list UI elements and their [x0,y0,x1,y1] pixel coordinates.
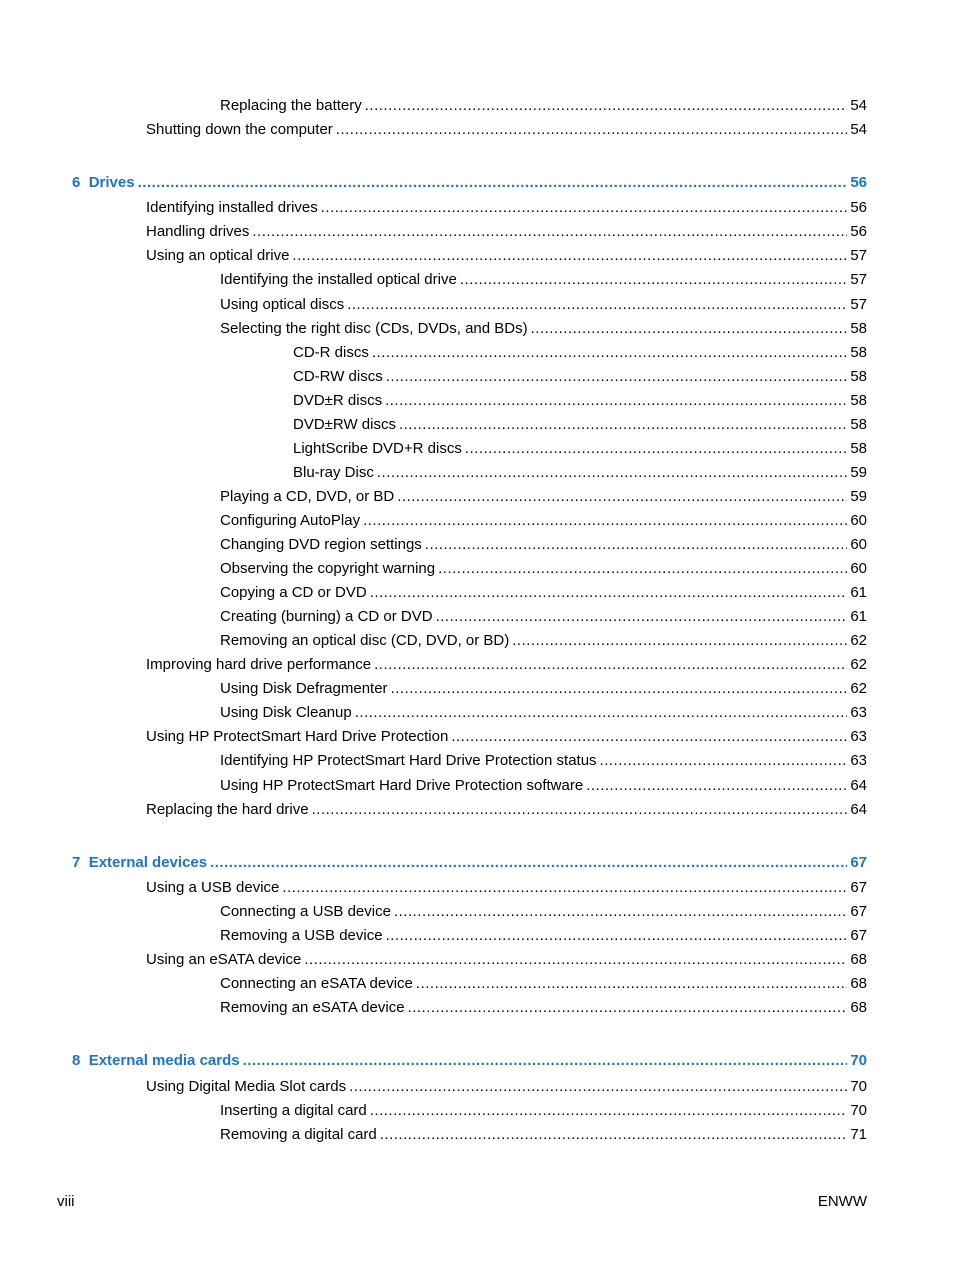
toc-entry[interactable] [146,247,867,265]
toc-entry[interactable] [220,999,867,1017]
toc-entry-title: Creating (burning) a CD or DVD [220,608,433,625]
dot-leader [336,121,848,139]
toc-entry[interactable] [293,464,867,482]
dot-leader [438,560,847,578]
toc-entry-page: 67 [850,903,867,920]
footer-page-number: viii [57,1193,75,1210]
toc-entry-page: 62 [850,656,867,673]
toc-entry-page: 68 [850,951,867,968]
toc-entry-page: 58 [850,344,867,361]
toc-entry-title: Identifying the installed optical drive [220,271,457,288]
toc-entry-page: 61 [850,608,867,625]
chapter-number: 6 [72,174,81,191]
toc-entry[interactable] [220,1102,867,1120]
dot-leader [363,512,847,530]
toc-entry[interactable] [220,632,867,650]
toc-entry[interactable] [220,296,867,314]
toc-entry-title: CD-R discs [293,344,369,361]
dot-leader [347,296,847,314]
toc-entry-page: 60 [850,560,867,577]
toc-entry[interactable] [220,97,867,115]
chapter-title: External media cards [88,1052,240,1069]
toc-entry[interactable] [146,223,867,241]
toc-entry[interactable] [146,801,867,819]
toc-entry-page: 64 [850,777,867,794]
toc-entry[interactable] [220,320,867,338]
toc-entry-page: 58 [850,416,867,433]
dot-leader [385,392,847,410]
toc-entry-title: CD-RW discs [293,368,383,385]
toc-entry-title: Removing an optical disc (CD, DVD, or BD) [220,632,510,649]
toc-entry-page: 60 [850,536,867,553]
toc-entry[interactable] [220,752,867,770]
dot-leader [394,903,847,921]
toc-entry-title: LightScribe DVD+R discs [293,440,462,457]
dot-leader [386,927,848,945]
toc-entry-page: 54 [850,121,867,138]
toc-entry-title: DVD±RW discs [293,416,396,433]
toc-entry-page: 58 [850,320,867,337]
dot-leader [399,416,847,434]
dot-leader [365,97,848,115]
toc-entry-title: Using HP ProtectSmart Hard Drive Protection [146,728,449,745]
toc-entry-title: Improving hard drive performance [146,656,372,673]
toc-entry[interactable] [146,1078,867,1096]
dot-leader [425,536,848,554]
dot-leader [292,247,847,265]
toc-entry-page: 62 [850,632,867,649]
toc-entry-page: 60 [850,512,867,529]
toc-entry-title: Using Digital Media Slot cards [146,1078,347,1095]
dot-leader [408,999,848,1017]
toc-entry[interactable] [220,536,867,554]
dot-leader [321,199,848,217]
toc-entry-title: Using HP ProtectSmart Hard Drive Protection software [220,777,584,794]
toc-entry-title: Connecting a USB device [220,903,391,920]
toc-entry-title: Copying a CD or DVD [220,584,367,601]
dot-leader [586,777,847,795]
toc-entry-title: Configuring AutoPlay [220,512,361,529]
toc-entry[interactable] [293,392,867,410]
toc-entry-page: 56 [850,223,867,240]
dot-leader [355,704,848,722]
toc-entry-page: 54 [850,97,867,114]
toc-entry-page: 61 [850,584,867,601]
dot-leader [370,584,848,602]
toc-entry-page: 64 [850,801,867,818]
toc-entry[interactable] [146,879,867,897]
dot-leader [436,608,848,626]
toc-entry-page: 68 [850,975,867,992]
toc-entry[interactable] [293,440,867,458]
toc-entry-page: 67 [850,927,867,944]
dot-leader [397,488,847,506]
toc-entry-title: Shutting down the computer [146,121,333,138]
toc-chapter-title [72,1052,243,1070]
toc-entry[interactable] [220,512,867,530]
chapter-number: 7 [72,854,81,871]
toc-entry[interactable] [146,951,867,969]
toc-entry-title: Using Disk Cleanup [220,704,352,721]
dot-leader [465,440,847,458]
toc-entry-title: Removing an eSATA device [220,999,405,1016]
toc-entry-page: 68 [850,999,867,1016]
dot-leader [451,728,847,746]
toc-entry-page: 57 [850,247,867,264]
toc-entry-page: 57 [850,296,867,313]
toc-entry-title: Using an optical drive [146,247,290,264]
footer-locale-code: ENWW [817,1193,867,1210]
toc-entry-title: Connecting an eSATA device [220,975,413,992]
toc-entry-page: 58 [850,392,867,409]
toc-entry-title: Blu-ray Disc [293,464,374,481]
toc-chapter-title [72,854,210,872]
dot-leader [312,801,848,819]
toc-entry-page: 70 [850,1078,867,1095]
toc-entry[interactable] [220,777,867,795]
toc-entry-title: Removing a USB device [220,927,383,944]
dot-leader [600,752,848,770]
toc-entry-title: Playing a CD, DVD, or BD [220,488,395,505]
toc-chapter-title [72,174,138,192]
toc-entry-title: Using optical discs [220,296,345,313]
toc-entry[interactable] [220,1126,867,1144]
dot-leader [460,271,848,289]
toc-entry[interactable] [146,656,867,674]
dot-leader [349,1078,847,1096]
toc-entry-title: Replacing the hard drive [146,801,309,818]
toc-entry-page: 71 [850,1126,867,1143]
toc-entry[interactable] [146,199,867,217]
dot-leader [531,320,848,338]
toc-entry[interactable] [220,560,867,578]
dot-leader [243,1052,848,1070]
dot-leader [282,879,847,897]
toc-entry-page: 62 [850,680,867,697]
toc-chapter[interactable] [72,1052,867,1070]
toc-entry-page: 58 [850,368,867,385]
dot-leader [372,344,847,362]
toc-entry-page: 70 [850,1102,867,1119]
toc-entry-page: 63 [850,752,867,769]
toc-entry[interactable] [146,728,867,746]
dot-leader [377,464,847,482]
chapter-title: External devices [88,854,208,871]
toc-entry-title: Selecting the right disc (CDs, DVDs, and BDs) [220,320,528,337]
toc-entry-title: Replacing the battery [220,97,362,114]
dot-leader [374,656,847,674]
toc-entry-page: 57 [850,271,867,288]
dot-leader [380,1126,848,1144]
dot-leader [416,975,847,993]
toc-entry-page: 59 [850,464,867,481]
toc-entry-title: Handling drives [146,223,250,240]
toc-chapter[interactable] [72,174,867,192]
toc-entry[interactable] [293,344,867,362]
toc-entry[interactable] [220,271,867,289]
toc-entry[interactable] [220,927,867,945]
toc-entry[interactable] [220,704,867,722]
toc-entry[interactable] [293,416,867,434]
toc-chapter-page: 70 [850,1052,867,1069]
toc-entry-title: Using Disk Defragmenter [220,680,388,697]
toc-entry-title: Removing a digital card [220,1126,377,1143]
toc-entry-title: Observing the copyright warning [220,560,436,577]
toc-entry-title: Identifying installed drives [146,199,318,216]
toc-entry-page: 63 [850,728,867,745]
toc-entry-title: Using an eSATA device [146,951,302,968]
chapter-number: 8 [72,1052,81,1069]
dot-leader [370,1102,848,1120]
toc-entry[interactable] [220,608,867,626]
dot-leader [386,368,848,386]
toc-entry-page: 58 [850,440,867,457]
chapter-title: Drives [88,174,135,191]
toc-chapter[interactable] [72,854,867,872]
toc-chapter-page: 56 [850,174,867,191]
toc-entry-title: Using a USB device [146,879,280,896]
toc-entry-title: Inserting a digital card [220,1102,367,1119]
dot-leader [210,854,847,872]
toc-entry[interactable] [220,584,867,602]
toc-entry-page: 67 [850,879,867,896]
toc-entry[interactable] [220,488,867,506]
toc-entry[interactable] [146,121,867,139]
toc-entry[interactable] [220,903,867,921]
toc-entry-page: 63 [850,704,867,721]
toc-entry-title: Identifying HP ProtectSmart Hard Drive Protection status [220,752,597,769]
toc-entry-title: DVD±R discs [293,392,383,409]
toc-entry-title: Changing DVD region settings [220,536,422,553]
dot-leader [391,680,848,698]
toc-entry[interactable] [220,680,867,698]
toc-entry[interactable] [293,368,867,386]
dot-leader [512,632,847,650]
toc-chapter-page: 67 [850,854,867,871]
toc-entry[interactable] [220,975,867,993]
dot-leader [138,174,848,192]
toc-entry-page: 56 [850,199,867,216]
dot-leader [304,951,847,969]
dot-leader [252,223,847,241]
toc-entry-page: 59 [850,488,867,505]
